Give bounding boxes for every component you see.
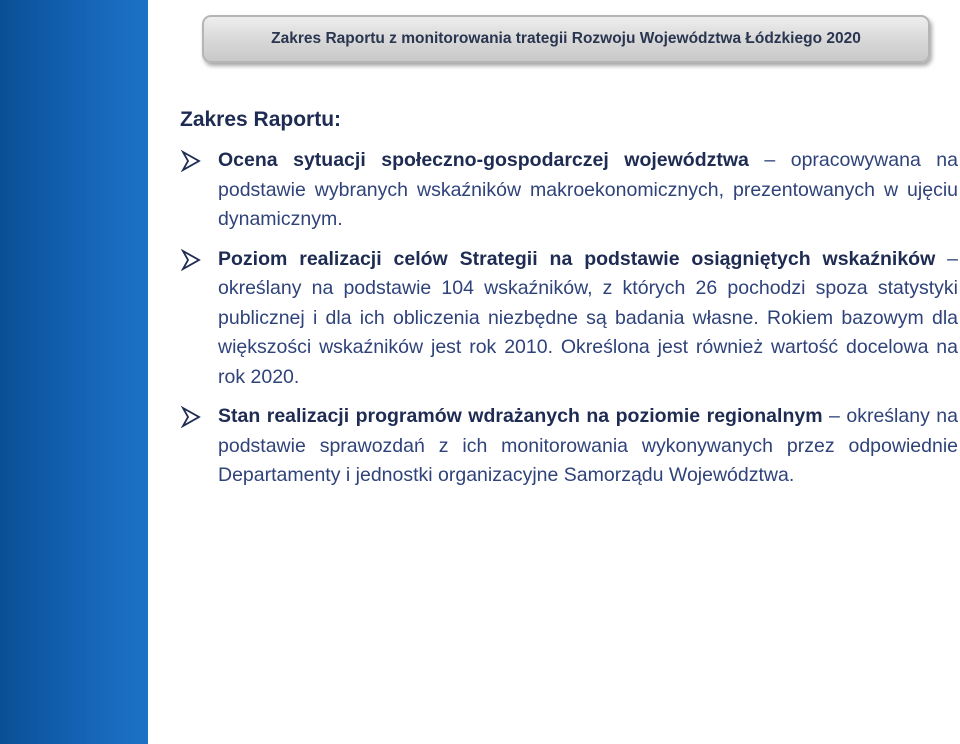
page-title: Zakres Raportu z monitorowania trategii Rozwoju Województwa Łódzkiego 2020 (271, 30, 861, 47)
list-item (180, 146, 958, 235)
arrowhead-bullet-icon (180, 249, 202, 271)
sidebar-accent-bar (0, 0, 148, 744)
section-heading: Zakres Raportu: (180, 108, 342, 131)
item-title: Ocena sytuacji społeczno-gospodarczej województwa (218, 149, 749, 171)
item-description: – określany na podstawie 104 wskaźników, z których 26 pochodzi spoza statystyki publicznej i dla ich obliczenia niezbędne są badania własne. Rokiem bazowym dla większości wskaźników jest rok 2010. Określona jest również wartość docelowa na rok 2020. (218, 247, 958, 388)
list-item (180, 402, 958, 491)
arrowhead-bullet-icon (180, 150, 202, 172)
item-title: Poziom realizacji celów Strategii na podstawie osiągniętych wskaźników (218, 247, 936, 270)
item-description: – opracowywana na podstawie wybranych wskaźników makroekonomicznych, prezentowanych w ujęciu dynamicznym. (218, 149, 958, 230)
list-item (180, 245, 958, 393)
item-description: – określany na podstawie sprawozdań z ich monitorowania wykonywanych przez odpowiednie Departamenty i jednostki organizacyjne Samorządu Województwa. (218, 405, 958, 486)
header-banner (202, 15, 930, 63)
arrowhead-bullet-icon (180, 406, 202, 428)
item-title: Stan realizacji programów wdrażanych na poziomie regionalnym (218, 405, 823, 427)
report-scope-content (180, 106, 958, 501)
